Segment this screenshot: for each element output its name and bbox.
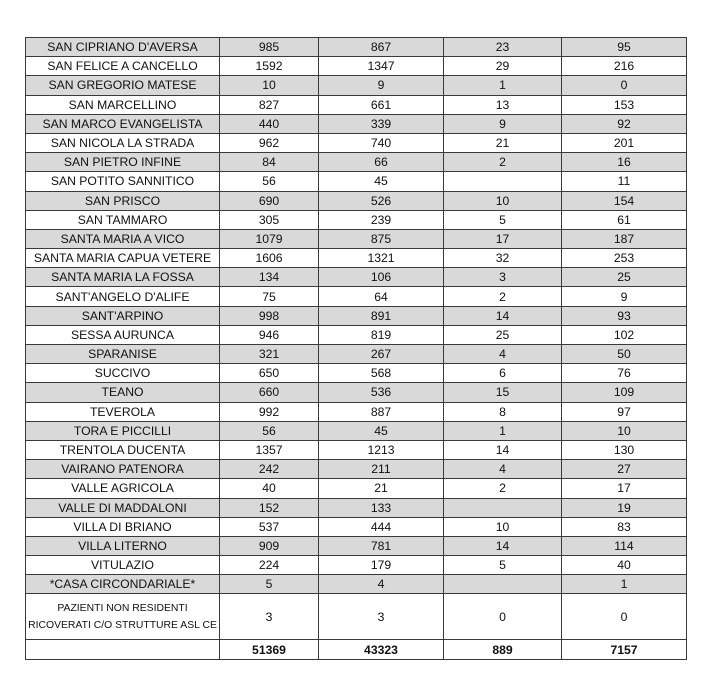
municipality-cell: VILLA LITERNO [26, 536, 220, 555]
value-cell: 29 [444, 57, 562, 76]
municipality-cell: SAN FELICE A CANCELLO [26, 57, 220, 76]
value-cell: 13 [444, 95, 562, 114]
value-cell: 10 [562, 421, 687, 440]
value-cell: 43323 [319, 640, 444, 659]
value-cell: 537 [220, 517, 319, 536]
municipality-cell: VALLE AGRICOLA [26, 479, 220, 498]
value-cell: 106 [319, 268, 444, 287]
value-cell: 15 [444, 383, 562, 402]
value-cell: 444 [319, 517, 444, 536]
value-cell: 61 [562, 210, 687, 229]
value-cell: 650 [220, 364, 319, 383]
value-cell: 962 [220, 133, 319, 152]
table-row [26, 364, 687, 383]
table-row [26, 556, 687, 575]
value-cell: 321 [220, 345, 319, 364]
value-cell [444, 575, 562, 594]
value-cell: 56 [220, 421, 319, 440]
value-cell: 10 [444, 191, 562, 210]
value-cell: 946 [220, 325, 319, 344]
table-row [26, 57, 687, 76]
value-cell: 440 [220, 114, 319, 133]
municipality-cell: SAN MARCO EVANGELISTA [26, 114, 220, 133]
municipality-cell: TEVEROLA [26, 402, 220, 421]
table-row [26, 402, 687, 421]
table-body [26, 38, 687, 660]
table-row [26, 306, 687, 325]
value-cell: 50 [562, 345, 687, 364]
value-cell: 40 [220, 479, 319, 498]
table-row [26, 517, 687, 536]
table-row [26, 440, 687, 459]
municipality-cell: SAN PRISCO [26, 191, 220, 210]
value-cell: 14 [444, 306, 562, 325]
value-cell: 819 [319, 325, 444, 344]
value-cell: 40 [562, 556, 687, 575]
value-cell: 1079 [220, 229, 319, 248]
value-cell: 3 [220, 594, 319, 640]
municipality-cell: SANT'ARPINO [26, 306, 220, 325]
table-row [26, 229, 687, 248]
value-cell: 242 [220, 460, 319, 479]
table-row [26, 268, 687, 287]
value-cell: 1592 [220, 57, 319, 76]
value-cell: 95 [562, 38, 687, 57]
value-cell: 5 [220, 575, 319, 594]
value-cell: 75 [220, 287, 319, 306]
table-row [26, 95, 687, 114]
value-cell: 781 [319, 536, 444, 555]
value-cell: 889 [444, 640, 562, 659]
value-cell: 661 [319, 95, 444, 114]
municipality-cell: SANTA MARIA A VICO [26, 229, 220, 248]
value-cell: 4 [319, 575, 444, 594]
value-cell: 253 [562, 249, 687, 268]
municipality-cell: SESSA AURUNCA [26, 325, 220, 344]
municipality-cell: SPARANISE [26, 345, 220, 364]
value-cell: 1 [444, 76, 562, 95]
value-cell: 97 [562, 402, 687, 421]
value-cell: 216 [562, 57, 687, 76]
value-cell: 5 [444, 210, 562, 229]
value-cell: 109 [562, 383, 687, 402]
value-cell: 2 [444, 287, 562, 306]
table-row [26, 325, 687, 344]
value-cell: 17 [444, 229, 562, 248]
table-row [26, 383, 687, 402]
municipality-cell [26, 640, 220, 659]
table-row [26, 114, 687, 133]
municipality-cell: SAN MARCELLINO [26, 95, 220, 114]
value-cell: 568 [319, 364, 444, 383]
value-cell: 3 [319, 594, 444, 640]
value-cell: 152 [220, 498, 319, 517]
value-cell: 10 [444, 517, 562, 536]
municipality-cell: VITULAZIO [26, 556, 220, 575]
value-cell: 64 [319, 287, 444, 306]
table-row [26, 594, 687, 640]
municipality-cell: TORA E PICCILLI [26, 421, 220, 440]
value-cell: 8 [444, 402, 562, 421]
value-cell: 9 [444, 114, 562, 133]
value-cell: 187 [562, 229, 687, 248]
value-cell: 239 [319, 210, 444, 229]
value-cell: 4 [444, 345, 562, 364]
value-cell: 3 [444, 268, 562, 287]
municipality-cell: SAN PIETRO INFINE [26, 153, 220, 172]
value-cell: 153 [562, 95, 687, 114]
value-cell: 56 [220, 172, 319, 191]
municipality-cell: SAN TAMMARO [26, 210, 220, 229]
value-cell: 76 [562, 364, 687, 383]
value-cell: 1213 [319, 440, 444, 459]
data-table [25, 37, 687, 660]
value-cell [444, 498, 562, 517]
value-cell: 7157 [562, 640, 687, 659]
value-cell: 19 [562, 498, 687, 517]
value-cell: 10 [220, 76, 319, 95]
municipality-cell: *CASA CIRCONDARIALE* [26, 575, 220, 594]
value-cell: 0 [562, 594, 687, 640]
value-cell: 0 [562, 76, 687, 95]
value-cell: 224 [220, 556, 319, 575]
value-cell: 201 [562, 133, 687, 152]
value-cell: 45 [319, 172, 444, 191]
value-cell: 339 [319, 114, 444, 133]
table-row [26, 133, 687, 152]
value-cell: 875 [319, 229, 444, 248]
municipality-cell: TEANO [26, 383, 220, 402]
value-cell: 1357 [220, 440, 319, 459]
table-row [26, 575, 687, 594]
value-cell: 66 [319, 153, 444, 172]
table-row [26, 76, 687, 95]
table-row [26, 172, 687, 191]
value-cell: 93 [562, 306, 687, 325]
value-cell: 6 [444, 364, 562, 383]
value-cell: 133 [319, 498, 444, 517]
value-cell: 690 [220, 191, 319, 210]
municipality-cell: SAN CIPRIANO D'AVERSA [26, 38, 220, 57]
value-cell: 23 [444, 38, 562, 57]
municipality-cell: VALLE DI MADDALONI [26, 498, 220, 517]
value-cell: 17 [562, 479, 687, 498]
value-cell: 1 [562, 575, 687, 594]
value-cell: 21 [319, 479, 444, 498]
value-cell: 14 [444, 536, 562, 555]
value-cell: 867 [319, 38, 444, 57]
value-cell: 909 [220, 536, 319, 555]
value-cell: 45 [319, 421, 444, 440]
value-cell: 0 [444, 594, 562, 640]
value-cell: 84 [220, 153, 319, 172]
value-cell: 32 [444, 249, 562, 268]
value-cell: 51369 [220, 640, 319, 659]
municipality-cell: SAN POTITO SANNITICO [26, 172, 220, 191]
value-cell: 14 [444, 440, 562, 459]
table-row [26, 191, 687, 210]
value-cell: 5 [444, 556, 562, 575]
value-cell: 887 [319, 402, 444, 421]
value-cell: 16 [562, 153, 687, 172]
value-cell: 1347 [319, 57, 444, 76]
value-cell: 83 [562, 517, 687, 536]
value-cell [444, 172, 562, 191]
value-cell: 526 [319, 191, 444, 210]
municipality-cell: VILLA DI BRIANO [26, 517, 220, 536]
municipality-cell: SANT'ANGELO D'ALIFE [26, 287, 220, 306]
value-cell: 998 [220, 306, 319, 325]
table-row [26, 210, 687, 229]
table-row [26, 421, 687, 440]
value-cell: 2 [444, 479, 562, 498]
value-cell: 27 [562, 460, 687, 479]
municipality-cell: SANTA MARIA LA FOSSA [26, 268, 220, 287]
value-cell: 1 [444, 421, 562, 440]
value-cell: 267 [319, 345, 444, 364]
table-row [26, 345, 687, 364]
municipality-cell: SUCCIVO [26, 364, 220, 383]
municipality-cell: SANTA MARIA CAPUA VETERE [26, 249, 220, 268]
table-row [26, 536, 687, 555]
value-cell: 9 [562, 287, 687, 306]
value-cell: 92 [562, 114, 687, 133]
table-row [26, 479, 687, 498]
table-row [26, 460, 687, 479]
value-cell: 1606 [220, 249, 319, 268]
value-cell: 4 [444, 460, 562, 479]
municipality-cell: TRENTOLA DUCENTA [26, 440, 220, 459]
municipality-cell: SAN GREGORIO MATESE [26, 76, 220, 95]
value-cell: 211 [319, 460, 444, 479]
value-cell: 179 [319, 556, 444, 575]
value-cell: 536 [319, 383, 444, 402]
table-row [26, 287, 687, 306]
value-cell: 2 [444, 153, 562, 172]
value-cell: 827 [220, 95, 319, 114]
value-cell: 305 [220, 210, 319, 229]
municipality-cell: SAN NICOLA LA STRADA [26, 133, 220, 152]
value-cell: 985 [220, 38, 319, 57]
value-cell: 154 [562, 191, 687, 210]
value-cell: 660 [220, 383, 319, 402]
value-cell: 992 [220, 402, 319, 421]
municipality-cell: VAIRANO PATENORA [26, 460, 220, 479]
value-cell: 21 [444, 133, 562, 152]
value-cell: 11 [562, 172, 687, 191]
total-row [26, 640, 687, 659]
value-cell: 114 [562, 536, 687, 555]
value-cell: 740 [319, 133, 444, 152]
value-cell: 9 [319, 76, 444, 95]
value-cell: 102 [562, 325, 687, 344]
value-cell: 25 [444, 325, 562, 344]
value-cell: 25 [562, 268, 687, 287]
value-cell: 1321 [319, 249, 444, 268]
table-row [26, 249, 687, 268]
table-row [26, 498, 687, 517]
table-row [26, 153, 687, 172]
value-cell: 130 [562, 440, 687, 459]
municipality-cell: PAZIENTI NON RESIDENTI RICOVERATI C/O STRUTTURE ASL CE [26, 594, 220, 640]
table-row [26, 38, 687, 57]
value-cell: 891 [319, 306, 444, 325]
value-cell: 134 [220, 268, 319, 287]
